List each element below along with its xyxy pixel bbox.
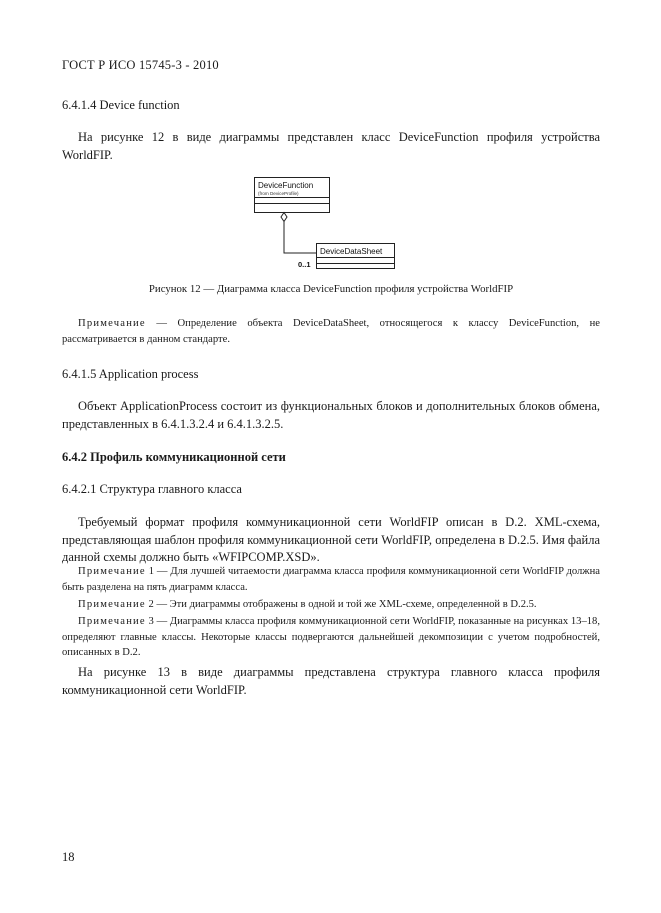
note-1 bbox=[62, 564, 600, 595]
class-device-function-name: DeviceFunction bbox=[258, 181, 314, 190]
closing-paragraph: На рисунке 13 в виде диаграммы представлена структура главного класса профиля коммуникационной сети WorldFIP. bbox=[62, 665, 600, 697]
note-3 bbox=[62, 614, 600, 661]
note-figure-12 bbox=[62, 316, 600, 347]
aggregation-diamond bbox=[281, 213, 287, 222]
note-label: Примечание bbox=[78, 616, 146, 627]
association-line bbox=[284, 222, 316, 254]
figure-12-caption: Рисунок 12 — Диаграмма класса DeviceFunction профиля устройства WorldFIP bbox=[148, 283, 514, 295]
note-text: 1 — Для лучшей читаемости диаграмма класса профиля коммуникационной сети WorldFIP должна быть разделена на пять диаграмм класса. bbox=[62, 566, 600, 593]
section-6-4-1-4-heading: 6.4.1.4 Device function bbox=[62, 98, 180, 112]
section-6-4-1-5-text: Объект ApplicationProcess состоит из функциональных блоков и дополнительных блоков обмена, представленных в 6.4.1.3.2.4 и 6.4.1.3.2.5. bbox=[62, 399, 600, 431]
multiplicity-label: 0..1 bbox=[298, 260, 311, 269]
note-label: Примечание bbox=[78, 566, 146, 577]
section-6-4-1-5-heading: 6.4.1.5 Application process bbox=[62, 367, 199, 381]
class-device-function-package: (from DeviceProfile) bbox=[258, 191, 299, 196]
page-number: 18 bbox=[62, 850, 75, 864]
section-6-4-2-1-text: Требуемый формат профиля коммуникационной сети WorldFIP описан в D.2. XML-схема, представляющая шаблон профиля коммуникационной сети WorldFIP, определена в D.2.5. Имя файла данной схемы должно быть «WFIPCOMP.XSD». bbox=[62, 515, 600, 564]
document-header: ГОСТ Р ИСО 15745-3 - 2010 bbox=[62, 58, 219, 72]
class-device-data-sheet-name: DeviceDataSheet bbox=[320, 247, 383, 256]
section-6-4-2-1-heading: 6.4.2.1 Структура главного класса bbox=[62, 482, 242, 496]
note-text: — Определение объекта DeviceDataSheet, относящегося к классу DeviceFunction, не рассматривается в данном стандарте. bbox=[62, 318, 600, 345]
note-2 bbox=[62, 597, 600, 613]
note-text: 2 — Эти диаграммы отображены в одной и той же XML-схеме, определенной в D.2.5. bbox=[145, 599, 537, 610]
note-label: Примечание bbox=[78, 599, 146, 610]
section-6-4-1-4-text: На рисунке 12 в виде диаграммы представлен класс DeviceFunction профиля устройства WorldFIP. bbox=[62, 130, 600, 162]
note-label: Примечание bbox=[78, 318, 146, 329]
figure-12-diagram bbox=[250, 170, 400, 272]
section-6-4-2-heading: 6.4.2 Профиль коммуникационной сети bbox=[62, 450, 286, 464]
note-text: 3 — Диаграммы класса профиля коммуникационной сети WorldFIP, показанные на рисунках 13–18, определяют главные классы. Некоторые классы подвергаются дальнейшей декомпозиции с учетом подробностей, описанных в D.2. bbox=[62, 616, 600, 658]
